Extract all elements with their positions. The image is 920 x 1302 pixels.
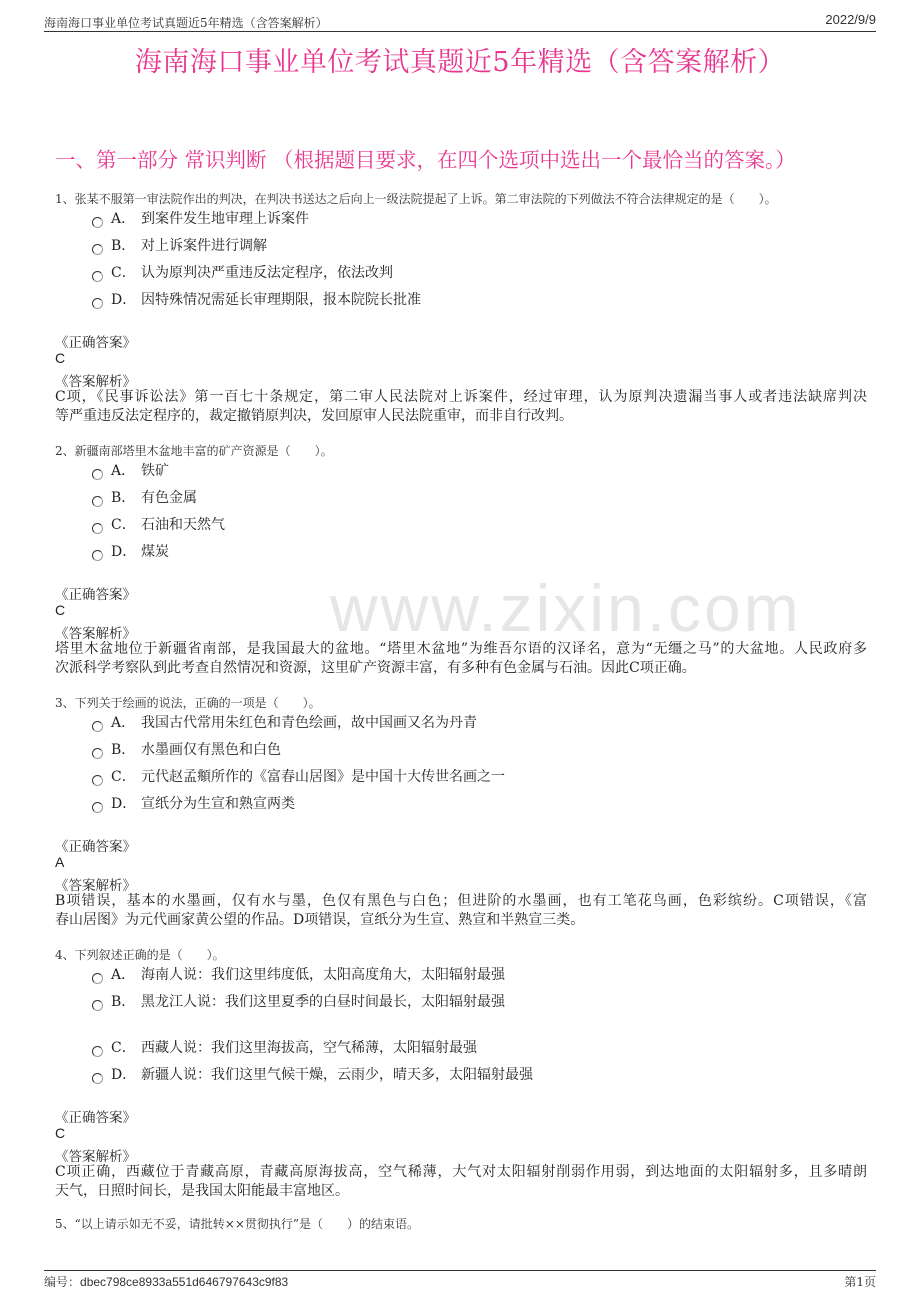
q4-option-b[interactable]: B． 黑龙江人说：我们这里夏季的白昼时间最长，太阳辐射最强 (92, 991, 505, 1011)
q3-option-c[interactable]: C． 元代赵孟頫所作的《富春山居图》是中国十大传世名画之一 (92, 766, 505, 786)
answer-label: 《正确答案》 (55, 839, 136, 855)
radio-icon[interactable] (92, 748, 103, 759)
header-doc-title: 海南海口事业单位考试真题近5年精选（含答案解析） (44, 16, 328, 30)
page-header (0, 0, 920, 34)
radio-icon[interactable] (92, 1000, 103, 1011)
q1-option-c[interactable]: C． 认为原判决严重违反法定程序，依法改判 (92, 262, 393, 282)
q2-option-a[interactable]: A． 铁矿 (92, 460, 169, 480)
answer-value: A (55, 854, 65, 870)
q4-option-a[interactable]: A． 海南人说：我们这里纬度低，太阳高度角大，太阳辐射最强 (92, 964, 505, 984)
radio-icon[interactable] (92, 298, 103, 309)
question-2: 2、新疆南部塔里木盆地丰富的矿产资源是（ ）。 (55, 444, 333, 458)
section-title: 一、第一部分 常识判断 （根据题目要求，在四个选项中选出一个最恰当的答案。） (55, 148, 796, 172)
q1-option-a[interactable]: A． 到案件发生地审理上诉案件 (92, 208, 309, 228)
header-date: 2022/9/9 (825, 12, 876, 27)
radio-icon[interactable] (92, 496, 103, 507)
watermark: www.zixin.com (330, 571, 802, 645)
question-4: 4、下列叙述正确的是（ ）。 (55, 948, 225, 962)
radio-icon[interactable] (92, 217, 103, 228)
radio-icon[interactable] (92, 802, 103, 813)
q3-option-a[interactable]: A． 我国古代常用朱红色和青色绘画，故中国画又名为丹青 (92, 712, 477, 732)
analysis-label: 《答案解析》 (55, 374, 136, 390)
q1-option-d[interactable]: D． 因特殊情况需延长审理期限，报本院院长批准 (92, 289, 421, 309)
explanation: B项错误，基本的水墨画，仅有水与墨，色仅有黑色与白色；但进阶的水墨画，也有工笔花鸟画，色彩缤纷。C项错误，《富 春山居图》为元代画家黄公望的作品。D项错误，宣纸分为生宣、熟宣和半熟宣三类。 (55, 893, 867, 928)
question-1: 1、张某不服第一审法院作出的判决，在判决书送达之后向上一级法院提起了上诉。第二审法院的下列做法不符合法律规定的是（ ）。 (55, 192, 777, 206)
q2-option-b[interactable]: B． 有色金属 (92, 487, 197, 507)
radio-icon[interactable] (92, 775, 103, 786)
q1-option-b[interactable]: B． 对上诉案件进行调解 (92, 235, 267, 255)
analysis-label: 《答案解析》 (55, 1149, 136, 1165)
answer-value: C (55, 602, 66, 618)
q4-option-c[interactable]: C． 西藏人说：我们这里海拔高，空气稀薄，太阳辐射最强 (92, 1037, 477, 1057)
header-divider (44, 31, 876, 32)
radio-icon[interactable] (92, 523, 103, 534)
explanation: C项正确，西藏位于青藏高原，青藏高原海拔高，空气稀薄，大气对太阳辐射削弱作用弱，到达地面的太阳辐射多，且多晴朗 天气，日照时间长，是我国太阳能最丰富地区。 (55, 1164, 867, 1199)
footer-code: 编号：dbec798ce8933a551d646797643c9f83 (44, 1275, 289, 1289)
q4-option-d[interactable]: D． 新疆人说：我们这里气候干燥，云雨少，晴天多，太阳辐射最强 (92, 1064, 533, 1084)
radio-icon[interactable] (92, 973, 103, 984)
explanation: C项，《民事诉讼法》第一百七十条规定，第二审人民法院对上诉案件，经过审理，认为原判决遗漏当事人或者违法缺席判决 等严重违反法定程序的，裁定撤销原判决，发回原审人民法院重审，而非自行改判。 (55, 389, 867, 424)
answer-label: 《正确答案》 (55, 335, 136, 351)
radio-icon[interactable] (92, 469, 103, 480)
question-3: 3、下列关于绘画的说法，正确的一项是（ ）。 (55, 696, 321, 710)
answer-label: 《正确答案》 (55, 587, 136, 603)
radio-icon[interactable] (92, 721, 103, 732)
q3-option-b[interactable]: B． 水墨画仅有黑色和白色 (92, 739, 281, 759)
radio-icon[interactable] (92, 1046, 103, 1057)
analysis-label: 《答案解析》 (55, 878, 136, 894)
q3-option-d[interactable]: D． 宣纸分为生宣和熟宣两类 (92, 793, 295, 813)
explanation: 塔里木盆地位于新疆省南部，是我国最大的盆地。“塔里木盆地”为维吾尔语的汉译名，意为“无缰之马”的大盆地。人民政府多 次派科学考察队到此考查自然情况和资源，这里矿产资源丰富，有多种有色金属与石油。因此C项正确。 (55, 641, 867, 676)
radio-icon[interactable] (92, 271, 103, 282)
document-title: 海南海口事业单位考试真题近5年精选（含答案解析） (134, 47, 786, 78)
page-number: 第1页 (844, 1275, 876, 1289)
answer-value: C (55, 350, 66, 366)
radio-icon[interactable] (92, 244, 103, 255)
answer-label: 《正确答案》 (55, 1110, 136, 1126)
question-5: 5、“以上请示如无不妥，请批转××贯彻执行”是（ ）的结束语。 (55, 1217, 420, 1231)
footer-divider (44, 1270, 876, 1271)
radio-icon[interactable] (92, 1073, 103, 1084)
radio-icon[interactable] (92, 550, 103, 561)
analysis-label: 《答案解析》 (55, 626, 136, 642)
answer-value: C (55, 1125, 66, 1141)
q2-option-d[interactable]: D． 煤炭 (92, 541, 169, 561)
q2-option-c[interactable]: C． 石油和天然气 (92, 514, 225, 534)
